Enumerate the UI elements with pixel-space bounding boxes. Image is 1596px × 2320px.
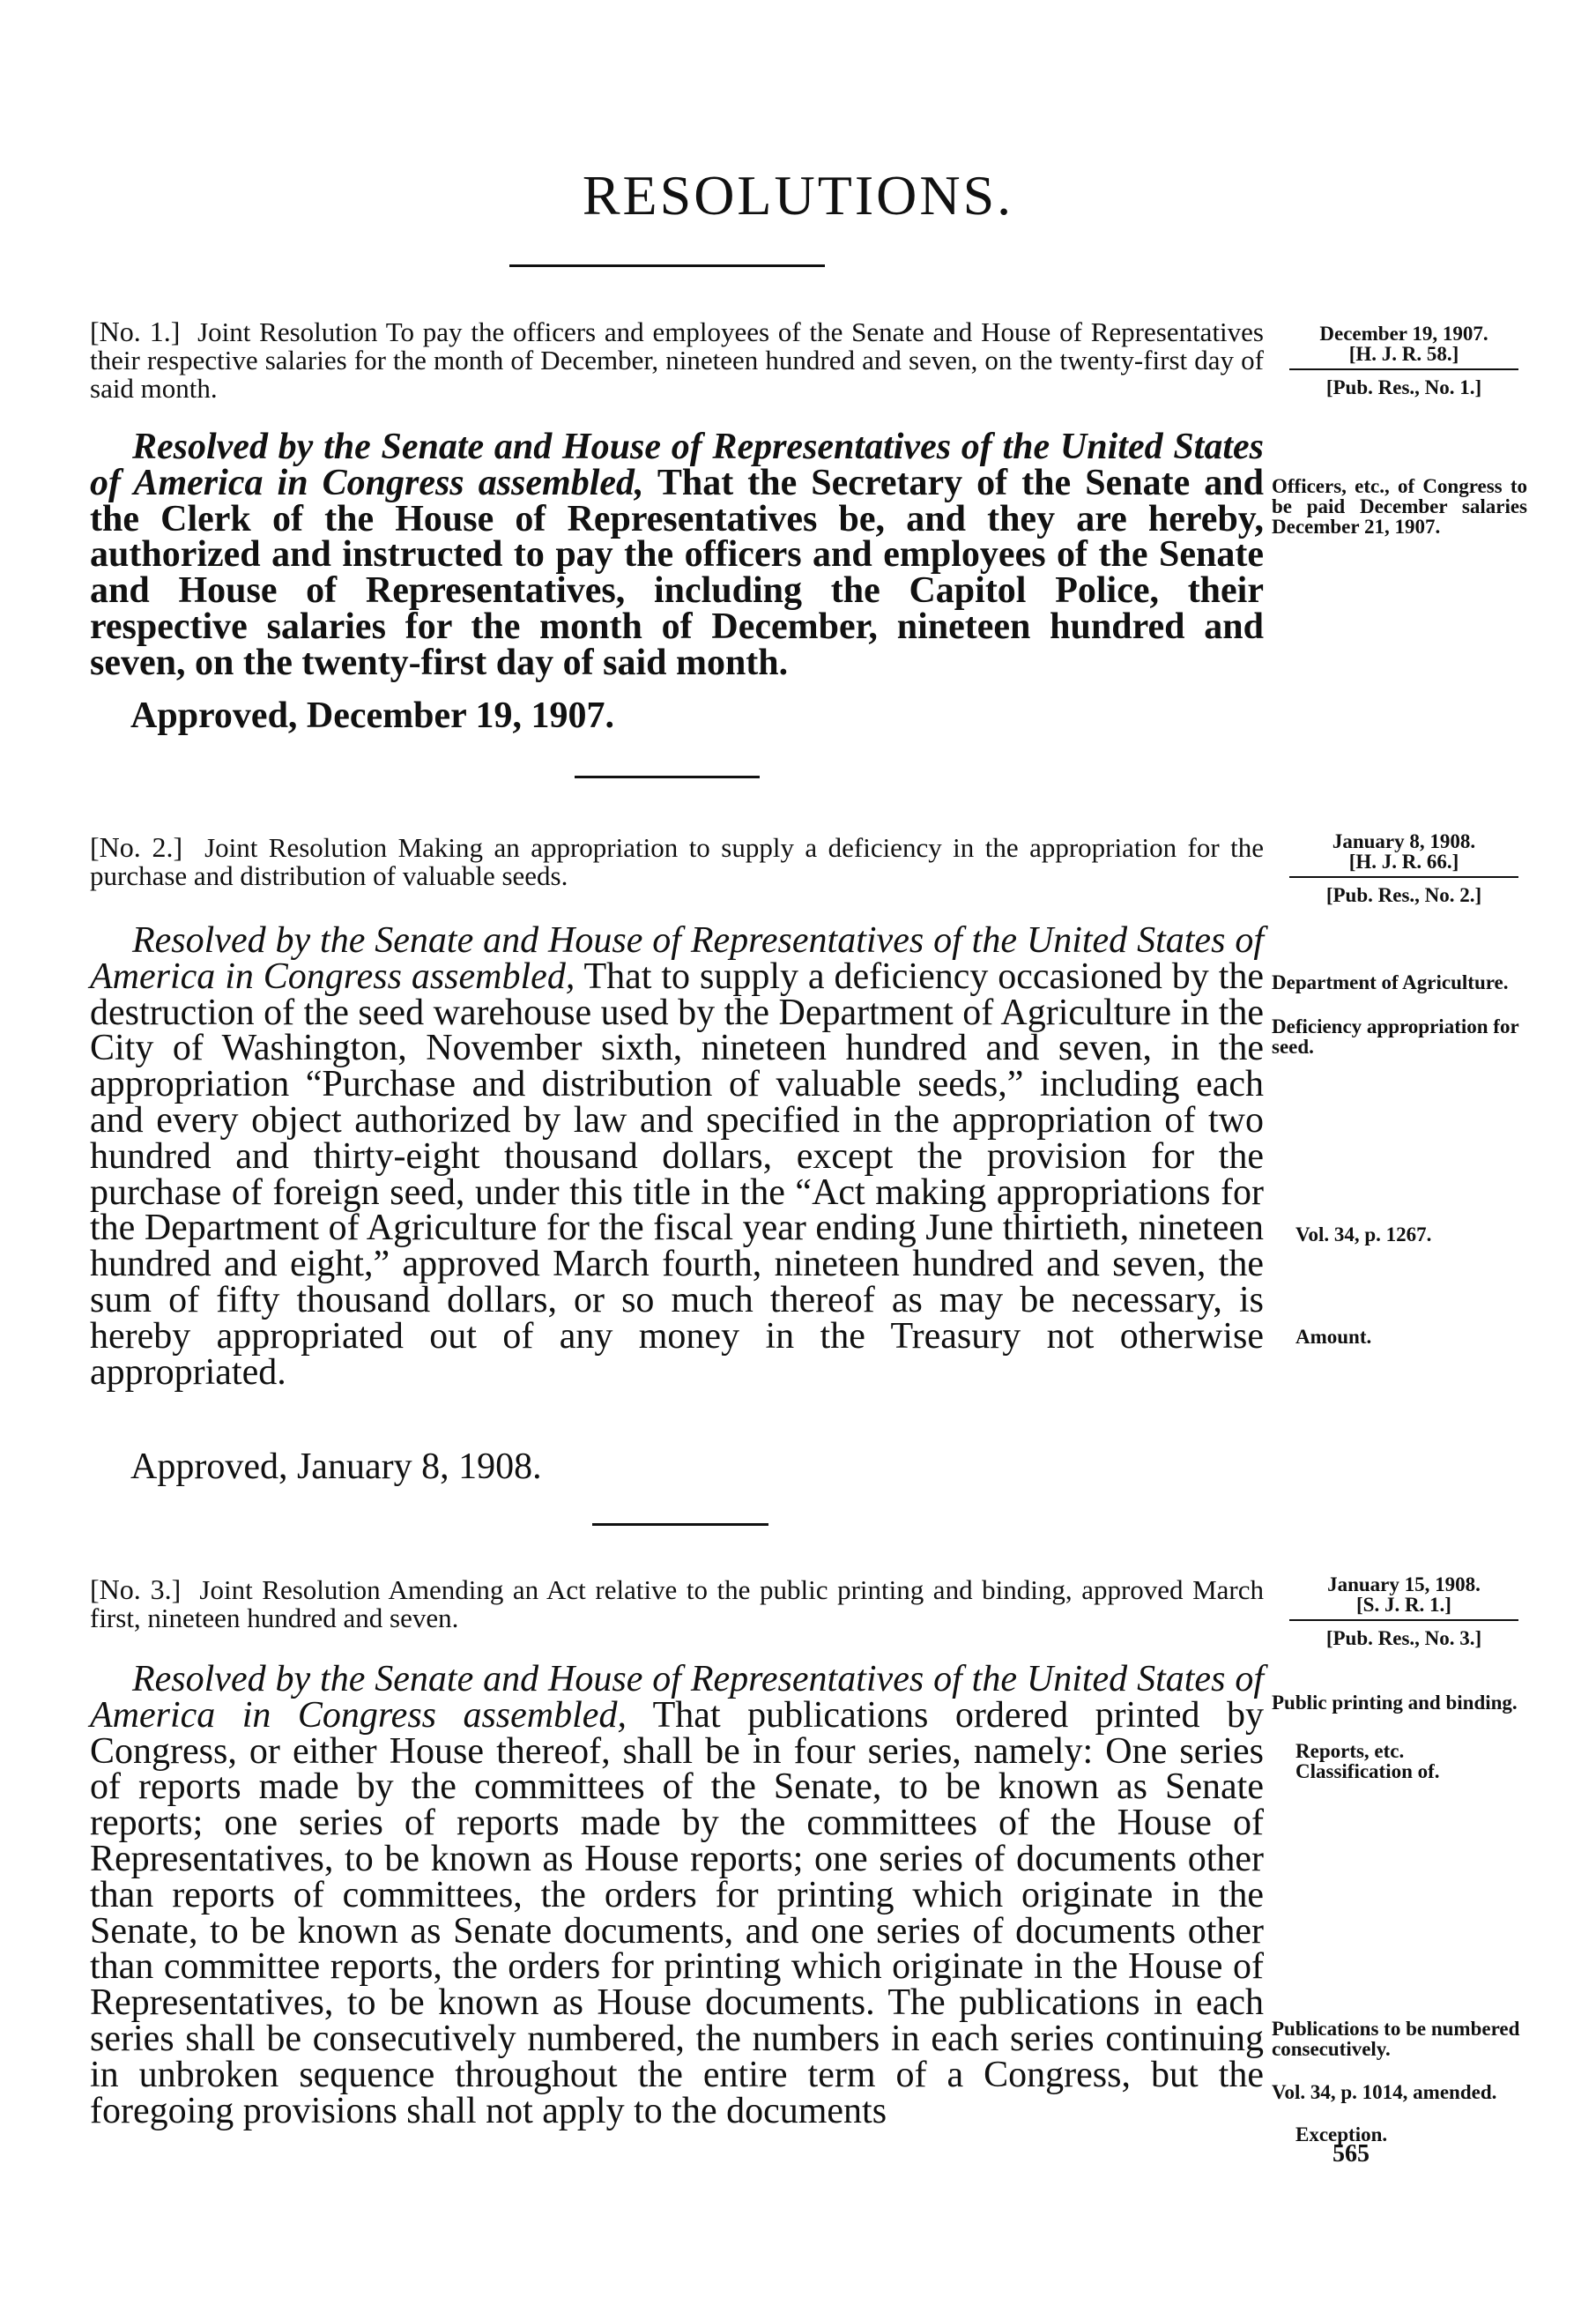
section-divider-2 (592, 1523, 768, 1526)
section-divider-1 (575, 776, 760, 778)
resolution-3-enacting-clause: Resolved by the Senate and House of Representatives of the United States of America in Congress assembled, (90, 1659, 1264, 1736)
resolution-3-note-6: Exception. (1295, 2123, 1388, 2145)
resolution-2-note-2: Deficiency appropriation for seed. (1272, 1015, 1519, 1058)
page-title: RESOLUTIONS. (582, 164, 1014, 227)
resolution-1-marginal-header (1272, 323, 1536, 398)
resolution-2-note-4: Amount. (1295, 1326, 1372, 1348)
resolution-1-pub: [Pub. Res., No. 1.] (1325, 376, 1482, 398)
resolution-1-approved: Approved, December 19, 1907. (130, 695, 615, 736)
resolution-1-marginal-rule (1289, 368, 1518, 370)
resolution-3-note-3: Classification of. (1295, 1760, 1440, 1782)
resolution-2-enacting-clause: Resolved by the Senate and House of Representatives of the United States of America in Congress assembled, (90, 920, 1264, 997)
resolution-1-text: That the Secretary of the Senate and the Clerk of the House of Representatives be, and they are hereby, authorized and instructed to pay the officers and employees of the Senate and House of Representatives, including the Capitol Police, their respective salaries for the month of December, nineteen hundred and seven, on the twenty-first day of said month. (90, 462, 1264, 683)
page-number: 565 (1332, 2140, 1370, 2168)
resolution-1-heading (90, 317, 1264, 403)
resolution-2-number: [No. 2.] (90, 831, 183, 863)
resolution-3-note-1: Public printing and binding. (1272, 1692, 1518, 1714)
title-divider (509, 264, 825, 267)
resolution-1-enacting-clause: Resolved by the Senate and House of Representatives of the United States of America in Congress assembled, (90, 427, 1264, 503)
resolution-2-text: That to supply a deficiency occasioned by the destruction of the seed warehouse used by the Department of Agriculture in the City of Washington, November sixth, nineteen hundred and seven, in the appropriation “Purchase and distribution of valuable seeds,” including each and every object authorized by law and specified in the appropriation of two hundred and thirty-eight thousand dollars, except the provision for the purchase of foreign seed, under this title in the “Act making appropriations for the Department of Agriculture for the fiscal year ending June thirtieth, nineteen hundred and eight,” approved March fourth, nineteen hundred and seven, the sum of fifty thousand dollars, or so much thereof as may be necessary, is hereby appropriated out of any money in the Treasury not otherwise appropriated. (90, 956, 1265, 1393)
resolution-3-heading (90, 1575, 1264, 1632)
resolution-2-heading-text: Joint Resolution Making an appropriation to supply a deficiency in the appropriation for the purchase and distribution of valuable seeds. (90, 832, 1265, 891)
resolution-3-note-4: Publications to be numbered consecutively. (1272, 2018, 1520, 2060)
resolution-3-marginal-header (1272, 1574, 1536, 1648)
resolution-1-heading-text: Joint Resolution To pay the officers and employees of the Senate and House of Representatives their respective salaries for the month of December, nineteen hundred and seven, on the twenty-first day of said month. (90, 316, 1264, 404)
resolution-2-note-3: Vol. 34, p. 1267. (1295, 1223, 1432, 1246)
resolution-2-marginal-header (1272, 831, 1536, 905)
resolution-2-marginal-rule (1289, 876, 1518, 878)
resolution-2-pub: [Pub. Res., No. 2.] (1325, 884, 1482, 906)
resolution-3-text: That publications ordered printed by Congress, or either House thereof, shall be in four series, namely: One series of reports made by the committees of the Senate, to be known as Senate reports; one series of reports made by the committees of the House of Representatives, to be known as House reports; one series of documents other than reports of committees, the orders for printing which originate in the Senate, to be known as Senate documents, and one series of documents other than committee reports, the orders for printing which originate in the House of Representatives, to be known as House documents. The publications in each series shall be consecutively numbered, the numbers in each series continuing in unbroken sequence throughout the entire term of a Congress, but the foregoing provisions shall not apply to the documents (90, 1694, 1264, 2131)
resolution-1-note-1: Officers, etc., of Congress to be paid December salaries December 21, 1907. (1272, 475, 1527, 538)
resolution-2-date: January 8, 1908. (1332, 830, 1476, 852)
resolution-1-number: [No. 1.] (90, 316, 181, 347)
resolution-3-heading-text: Joint Resolution Amending an Act relative to the public printing and binding, approved March first, nineteen hundred and seven. (90, 1574, 1265, 1633)
resolution-3-date: January 15, 1908. (1327, 1573, 1481, 1595)
resolution-3-marginal-rule (1289, 1619, 1518, 1621)
resolution-3-pub: [Pub. Res., No. 3.] (1325, 1627, 1482, 1649)
resolution-1-bill: [H. J. R. 58.] (1348, 343, 1459, 365)
resolution-3-bill: [S. J. R. 1.] (1356, 1594, 1451, 1616)
resolution-3-number: [No. 3.] (90, 1573, 182, 1605)
resolution-3-note-5: Vol. 34, p. 1014, amended. (1272, 2081, 1497, 2103)
resolution-2-heading (90, 833, 1264, 890)
resolution-1-body (90, 429, 1264, 681)
resolution-2-bill: [H. J. R. 66.] (1348, 851, 1459, 873)
resolution-2-note-1: Department of Agriculture. (1272, 971, 1509, 993)
resolution-1-date: December 19, 1907. (1319, 323, 1488, 345)
resolution-3-note-2: Reports, etc. (1295, 1740, 1405, 1762)
resolution-2-body (90, 920, 1265, 1393)
resolution-3-body (90, 1659, 1264, 2131)
resolution-2-approved: Approved, January 8, 1908. (130, 1446, 542, 1487)
